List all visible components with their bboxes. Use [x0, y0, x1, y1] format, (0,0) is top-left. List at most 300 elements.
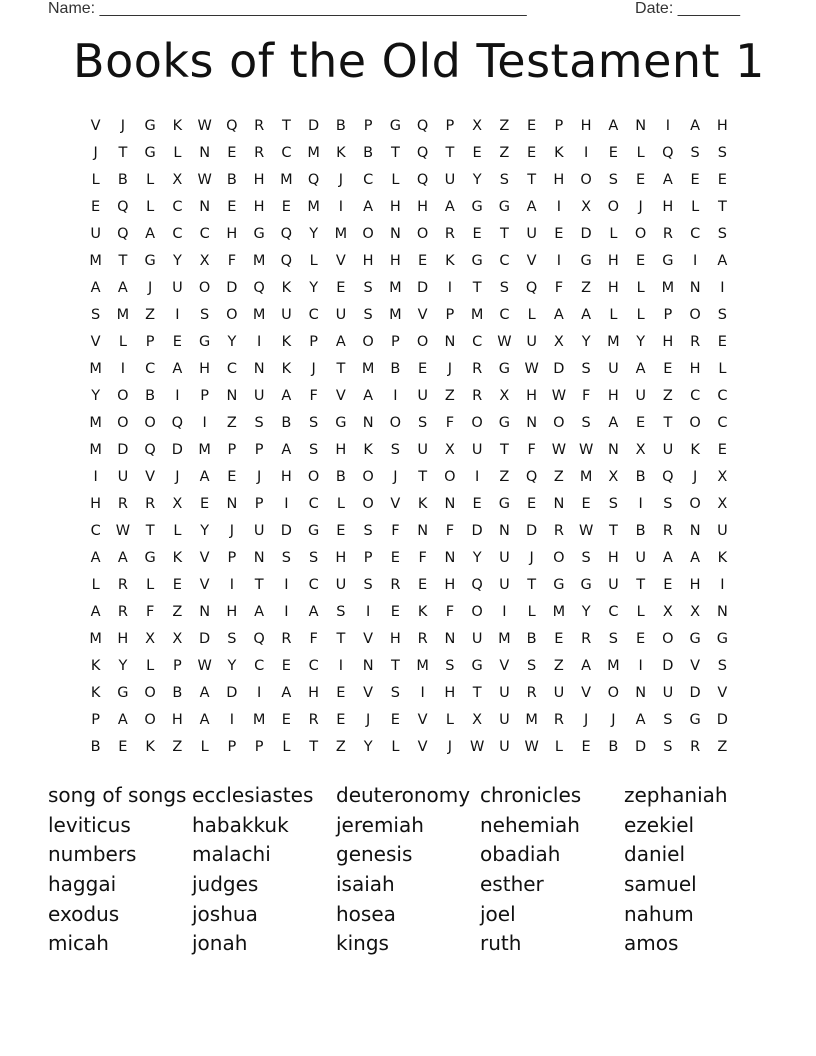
- grid-letter[interactable]: O: [389, 415, 402, 431]
- grid-letter[interactable]: E: [554, 631, 564, 647]
- grid-letter[interactable]: F: [554, 280, 564, 296]
- grid-letter[interactable]: B: [90, 739, 101, 755]
- grid-letter[interactable]: O: [689, 496, 701, 512]
- grid-letter[interactable]: Y: [172, 253, 182, 269]
- grid-letter[interactable]: E: [690, 172, 700, 188]
- grid-letter[interactable]: A: [717, 253, 728, 269]
- grid-letter[interactable]: S: [717, 145, 727, 161]
- grid-letter[interactable]: Y: [309, 226, 319, 242]
- grid-letter[interactable]: D: [526, 523, 538, 539]
- grid-letter[interactable]: I: [338, 199, 344, 215]
- grid-letter[interactable]: E: [418, 253, 428, 269]
- grid-letter[interactable]: J: [93, 145, 98, 161]
- grid-letter[interactable]: A: [635, 361, 646, 377]
- grid-letter[interactable]: E: [281, 712, 291, 728]
- grid-letter[interactable]: U: [526, 226, 537, 242]
- grid-letter[interactable]: B: [145, 388, 156, 404]
- grid-letter[interactable]: S: [418, 415, 428, 431]
- grid-letter[interactable]: G: [308, 523, 320, 539]
- grid-letter[interactable]: U: [499, 550, 510, 566]
- grid-letter[interactable]: S: [608, 496, 618, 512]
- grid-letter[interactable]: D: [171, 442, 183, 458]
- grid-letter[interactable]: L: [146, 172, 155, 188]
- grid-letter[interactable]: P: [91, 712, 100, 728]
- grid-letter[interactable]: S: [200, 307, 210, 323]
- grid-letter[interactable]: T: [254, 577, 264, 593]
- grid-letter[interactable]: L: [309, 253, 318, 269]
- grid-letter[interactable]: I: [638, 496, 643, 512]
- grid-letter[interactable]: T: [472, 280, 482, 296]
- grid-letter[interactable]: O: [662, 631, 674, 647]
- grid-letter[interactable]: I: [720, 280, 725, 296]
- grid-letter[interactable]: R: [581, 631, 592, 647]
- grid-letter[interactable]: O: [362, 226, 374, 242]
- grid-letter[interactable]: H: [662, 199, 674, 215]
- grid-letter[interactable]: U: [608, 361, 619, 377]
- grid-letter[interactable]: U: [471, 442, 483, 458]
- grid-letter[interactable]: O: [144, 685, 156, 701]
- grid-letter[interactable]: J: [338, 172, 344, 188]
- grid-letter[interactable]: S: [690, 145, 700, 161]
- grid-letter[interactable]: T: [418, 469, 428, 485]
- grid-letter[interactable]: L: [91, 172, 100, 188]
- grid-letter[interactable]: L: [146, 199, 155, 215]
- grid-letter[interactable]: S: [527, 658, 537, 674]
- grid-letter[interactable]: E: [527, 145, 537, 161]
- grid-letter[interactable]: V: [690, 658, 701, 674]
- grid-letter[interactable]: E: [336, 712, 346, 728]
- grid-letter[interactable]: K: [145, 739, 155, 755]
- grid-letter[interactable]: P: [145, 334, 155, 350]
- grid-letter[interactable]: B: [335, 469, 346, 485]
- grid-letter[interactable]: E: [717, 334, 727, 350]
- grid-letter[interactable]: E: [636, 415, 646, 431]
- grid-letter[interactable]: T: [281, 118, 291, 134]
- grid-letter[interactable]: S: [717, 658, 727, 674]
- grid-letter[interactable]: H: [716, 118, 728, 134]
- grid-letter[interactable]: R: [662, 523, 673, 539]
- grid-letter[interactable]: G: [144, 145, 156, 161]
- grid-letter[interactable]: R: [690, 334, 701, 350]
- grid-letter[interactable]: K: [90, 658, 101, 674]
- grid-letter[interactable]: O: [580, 172, 592, 188]
- grid-letter[interactable]: A: [690, 118, 701, 134]
- grid-letter[interactable]: W: [115, 523, 131, 539]
- grid-letter[interactable]: Z: [499, 118, 510, 134]
- grid-letter[interactable]: X: [444, 442, 455, 458]
- grid-letter[interactable]: V: [335, 388, 346, 404]
- grid-letter[interactable]: O: [444, 469, 456, 485]
- grid-letter[interactable]: Y: [227, 334, 237, 350]
- grid-letter[interactable]: L: [609, 307, 618, 323]
- grid-letter[interactable]: M: [470, 307, 484, 323]
- grid-letter[interactable]: Y: [200, 523, 210, 539]
- grid-letter[interactable]: C: [281, 145, 292, 161]
- grid-letter[interactable]: J: [175, 469, 180, 485]
- grid-letter[interactable]: D: [117, 442, 129, 458]
- grid-letter[interactable]: C: [308, 577, 319, 593]
- grid-letter[interactable]: D: [716, 712, 728, 728]
- grid-letter[interactable]: G: [498, 496, 510, 512]
- grid-letter[interactable]: E: [336, 685, 346, 701]
- grid-letter[interactable]: E: [636, 172, 646, 188]
- grid-letter[interactable]: L: [636, 280, 645, 296]
- grid-letter[interactable]: M: [607, 658, 620, 674]
- grid-letter[interactable]: N: [199, 199, 211, 215]
- grid-letter[interactable]: E: [663, 577, 673, 593]
- grid-letter[interactable]: T: [717, 199, 727, 215]
- grid-letter[interactable]: E: [608, 145, 618, 161]
- grid-letter[interactable]: D: [689, 685, 701, 701]
- grid-letter[interactable]: H: [607, 550, 619, 566]
- grid-letter[interactable]: J: [256, 469, 262, 485]
- grid-letter[interactable]: P: [254, 496, 264, 512]
- grid-letter[interactable]: E: [717, 172, 727, 188]
- grid-letter[interactable]: U: [553, 685, 565, 701]
- grid-letter[interactable]: Z: [499, 469, 510, 485]
- grid-letter[interactable]: A: [581, 658, 592, 674]
- grid-letter[interactable]: S: [363, 577, 373, 593]
- grid-letter[interactable]: S: [227, 631, 237, 647]
- grid-letter[interactable]: H: [444, 577, 456, 593]
- grid-letter[interactable]: V: [417, 739, 428, 755]
- grid-letter[interactable]: M: [525, 712, 538, 728]
- grid-letter[interactable]: H: [226, 226, 238, 242]
- grid-letter[interactable]: H: [553, 172, 565, 188]
- grid-letter[interactable]: M: [661, 280, 675, 296]
- grid-letter[interactable]: I: [720, 577, 725, 593]
- grid-letter[interactable]: I: [583, 145, 589, 161]
- grid-letter[interactable]: N: [689, 523, 701, 539]
- grid-letter[interactable]: W: [524, 361, 539, 377]
- grid-letter[interactable]: B: [117, 172, 128, 188]
- grid-letter[interactable]: X: [172, 172, 183, 188]
- grid-letter[interactable]: K: [90, 685, 101, 701]
- grid-letter[interactable]: T: [636, 577, 646, 593]
- grid-letter[interactable]: A: [335, 334, 346, 350]
- grid-letter[interactable]: Z: [145, 307, 156, 323]
- grid-letter[interactable]: R: [690, 739, 701, 755]
- grid-letter[interactable]: W: [197, 118, 212, 134]
- grid-letter[interactable]: L: [391, 739, 400, 755]
- grid-letter[interactable]: E: [91, 199, 101, 215]
- grid-letter[interactable]: U: [444, 172, 456, 188]
- grid-letter[interactable]: T: [145, 523, 155, 539]
- grid-letter[interactable]: E: [227, 199, 237, 215]
- grid-letter[interactable]: B: [635, 523, 646, 539]
- grid-letter[interactable]: J: [692, 469, 698, 485]
- grid-letter[interactable]: E: [663, 361, 673, 377]
- grid-letter[interactable]: Y: [472, 550, 482, 566]
- grid-letter[interactable]: C: [499, 307, 510, 323]
- grid-letter[interactable]: A: [363, 199, 374, 215]
- grid-letter[interactable]: I: [229, 712, 235, 728]
- grid-letter[interactable]: D: [280, 523, 292, 539]
- grid-letter[interactable]: V: [363, 631, 374, 647]
- grid-letter[interactable]: A: [581, 307, 592, 323]
- grid-letter[interactable]: C: [145, 361, 156, 377]
- grid-letter[interactable]: J: [120, 118, 126, 134]
- grid-letter[interactable]: D: [308, 118, 320, 134]
- grid-letter[interactable]: V: [363, 685, 374, 701]
- grid-letter[interactable]: L: [636, 145, 645, 161]
- grid-letter[interactable]: A: [444, 199, 455, 215]
- grid-letter[interactable]: H: [90, 496, 102, 512]
- grid-letter[interactable]: S: [663, 712, 673, 728]
- grid-letter[interactable]: S: [281, 550, 291, 566]
- grid-letter[interactable]: L: [527, 604, 536, 620]
- grid-letter[interactable]: K: [363, 442, 373, 458]
- grid-letter[interactable]: A: [90, 550, 101, 566]
- grid-letter[interactable]: R: [526, 685, 537, 701]
- grid-letter[interactable]: O: [226, 307, 238, 323]
- grid-letter[interactable]: R: [117, 604, 128, 620]
- grid-letter[interactable]: P: [445, 118, 455, 134]
- grid-letter[interactable]: R: [254, 145, 265, 161]
- grid-letter[interactable]: L: [336, 496, 345, 512]
- grid-letter[interactable]: X: [199, 253, 210, 269]
- grid-letter[interactable]: Y: [309, 280, 319, 296]
- grid-letter[interactable]: P: [363, 550, 373, 566]
- grid-letter[interactable]: T: [445, 145, 455, 161]
- grid-letter[interactable]: H: [417, 199, 429, 215]
- grid-letter[interactable]: S: [581, 550, 591, 566]
- grid-letter[interactable]: S: [499, 172, 509, 188]
- grid-letter[interactable]: U: [417, 388, 428, 404]
- grid-letter[interactable]: D: [580, 226, 592, 242]
- grid-letter[interactable]: G: [498, 415, 510, 431]
- grid-letter[interactable]: H: [689, 577, 701, 593]
- grid-letter[interactable]: H: [662, 334, 674, 350]
- grid-letter[interactable]: Y: [227, 658, 237, 674]
- grid-letter[interactable]: U: [635, 550, 646, 566]
- grid-letter[interactable]: H: [580, 118, 592, 134]
- grid-letter[interactable]: M: [389, 307, 402, 323]
- grid-letter[interactable]: Q: [525, 280, 538, 296]
- grid-letter[interactable]: O: [362, 496, 374, 512]
- grid-letter[interactable]: V: [390, 496, 401, 512]
- grid-letter[interactable]: O: [117, 415, 129, 431]
- grid-letter[interactable]: E: [472, 145, 482, 161]
- grid-letter[interactable]: Z: [662, 388, 673, 404]
- grid-letter[interactable]: B: [226, 172, 237, 188]
- grid-letter[interactable]: K: [445, 253, 455, 269]
- grid-letter[interactable]: O: [634, 226, 647, 242]
- grid-letter[interactable]: A: [281, 388, 292, 404]
- grid-letter[interactable]: K: [281, 361, 292, 377]
- grid-letter[interactable]: H: [253, 172, 265, 188]
- grid-letter[interactable]: E: [390, 712, 400, 728]
- grid-letter[interactable]: C: [499, 253, 510, 269]
- grid-letter[interactable]: C: [608, 604, 619, 620]
- grid-letter[interactable]: P: [663, 307, 673, 323]
- grid-letter[interactable]: H: [253, 199, 265, 215]
- grid-letter[interactable]: E: [527, 118, 537, 134]
- grid-letter[interactable]: N: [716, 604, 728, 620]
- grid-letter[interactable]: E: [418, 577, 428, 593]
- grid-letter[interactable]: Q: [280, 253, 293, 269]
- grid-letter[interactable]: M: [579, 469, 593, 485]
- grid-letter[interactable]: N: [362, 658, 374, 674]
- grid-letter[interactable]: C: [717, 388, 728, 404]
- grid-letter[interactable]: Q: [280, 226, 293, 242]
- grid-letter[interactable]: X: [635, 442, 646, 458]
- grid-letter[interactable]: R: [472, 361, 483, 377]
- grid-letter[interactable]: G: [553, 577, 565, 593]
- grid-letter[interactable]: A: [117, 712, 128, 728]
- grid-letter[interactable]: R: [553, 712, 564, 728]
- grid-letter[interactable]: S: [363, 307, 373, 323]
- grid-letter[interactable]: E: [390, 604, 400, 620]
- grid-letter[interactable]: E: [390, 550, 400, 566]
- grid-letter[interactable]: U: [117, 469, 129, 485]
- grid-letter[interactable]: V: [199, 550, 210, 566]
- grid-letter[interactable]: S: [663, 739, 673, 755]
- grid-letter[interactable]: A: [690, 550, 701, 566]
- grid-letter[interactable]: E: [118, 739, 128, 755]
- grid-letter[interactable]: Z: [717, 739, 728, 755]
- grid-letter[interactable]: F: [391, 523, 400, 539]
- grid-letter[interactable]: K: [717, 550, 728, 566]
- grid-letter[interactable]: T: [527, 172, 537, 188]
- grid-letter[interactable]: M: [89, 253, 102, 269]
- grid-letter[interactable]: A: [308, 604, 319, 620]
- grid-letter[interactable]: A: [199, 712, 210, 728]
- grid-letter[interactable]: B: [335, 118, 346, 134]
- grid-letter[interactable]: M: [416, 658, 429, 674]
- grid-letter[interactable]: R: [117, 577, 128, 593]
- grid-letter[interactable]: K: [554, 145, 564, 161]
- grid-letter[interactable]: M: [116, 307, 130, 323]
- grid-letter[interactable]: R: [308, 712, 319, 728]
- grid-letter[interactable]: N: [253, 550, 265, 566]
- grid-letter[interactable]: H: [171, 712, 183, 728]
- grid-letter[interactable]: A: [363, 388, 374, 404]
- grid-letter[interactable]: J: [447, 739, 453, 755]
- grid-letter[interactable]: Y: [118, 658, 128, 674]
- grid-letter[interactable]: I: [692, 253, 698, 269]
- grid-letter[interactable]: T: [390, 658, 400, 674]
- grid-letter[interactable]: E: [172, 334, 182, 350]
- grid-letter[interactable]: V: [499, 658, 510, 674]
- grid-letter[interactable]: S: [309, 442, 319, 458]
- grid-letter[interactable]: T: [527, 577, 537, 593]
- grid-letter[interactable]: I: [638, 658, 643, 674]
- grid-letter[interactable]: L: [609, 226, 618, 242]
- grid-letter[interactable]: P: [227, 739, 237, 755]
- grid-letter[interactable]: G: [144, 550, 156, 566]
- grid-letter[interactable]: N: [226, 496, 238, 512]
- grid-letter[interactable]: R: [145, 496, 156, 512]
- grid-letter[interactable]: G: [498, 199, 510, 215]
- grid-letter[interactable]: E: [227, 145, 237, 161]
- grid-letter[interactable]: P: [554, 118, 564, 134]
- grid-letter[interactable]: Y: [636, 334, 646, 350]
- grid-letter[interactable]: J: [638, 199, 643, 215]
- grid-letter[interactable]: H: [607, 280, 619, 296]
- grid-letter[interactable]: O: [416, 226, 429, 242]
- grid-letter[interactable]: Q: [117, 226, 129, 242]
- grid-letter[interactable]: G: [389, 118, 401, 134]
- grid-letter[interactable]: T: [499, 226, 509, 242]
- grid-letter[interactable]: L: [554, 739, 563, 755]
- grid-letter[interactable]: F: [445, 604, 455, 620]
- grid-letter[interactable]: X: [472, 712, 483, 728]
- grid-letter[interactable]: G: [689, 631, 701, 647]
- grid-letter[interactable]: Q: [525, 469, 538, 485]
- grid-letter[interactable]: L: [282, 739, 291, 755]
- grid-letter[interactable]: P: [227, 442, 237, 458]
- grid-letter[interactable]: S: [717, 307, 727, 323]
- grid-letter[interactable]: Z: [581, 280, 592, 296]
- grid-letter[interactable]: S: [581, 361, 591, 377]
- grid-letter[interactable]: A: [608, 118, 619, 134]
- grid-letter[interactable]: A: [281, 442, 292, 458]
- grid-letter[interactable]: O: [553, 550, 565, 566]
- grid-letter[interactable]: W: [197, 172, 212, 188]
- grid-letter[interactable]: U: [662, 685, 674, 701]
- grid-letter[interactable]: X: [581, 199, 592, 215]
- grid-letter[interactable]: K: [690, 442, 700, 458]
- grid-letter[interactable]: D: [226, 685, 238, 701]
- grid-letter[interactable]: R: [254, 118, 265, 134]
- grid-letter[interactable]: O: [117, 388, 129, 404]
- grid-letter[interactable]: N: [226, 388, 238, 404]
- grid-letter[interactable]: J: [393, 469, 398, 485]
- grid-letter[interactable]: U: [526, 334, 537, 350]
- grid-letter[interactable]: H: [280, 469, 292, 485]
- grid-letter[interactable]: J: [529, 550, 534, 566]
- grid-letter[interactable]: A: [662, 550, 673, 566]
- grid-letter[interactable]: U: [172, 280, 183, 296]
- grid-letter[interactable]: F: [527, 442, 536, 458]
- grid-letter[interactable]: S: [363, 280, 373, 296]
- grid-letter[interactable]: E: [227, 469, 237, 485]
- grid-letter[interactable]: U: [253, 388, 265, 404]
- grid-letter[interactable]: M: [607, 334, 620, 350]
- grid-letter[interactable]: N: [253, 361, 265, 377]
- grid-letter[interactable]: W: [551, 442, 567, 458]
- grid-letter[interactable]: J: [447, 361, 453, 377]
- grid-letter[interactable]: J: [611, 712, 616, 728]
- grid-letter[interactable]: J: [311, 361, 316, 377]
- grid-letter[interactable]: Q: [416, 118, 429, 134]
- grid-letter[interactable]: M: [89, 415, 102, 431]
- grid-letter[interactable]: H: [607, 388, 619, 404]
- grid-letter[interactable]: D: [553, 361, 565, 377]
- grid-letter[interactable]: S: [363, 523, 373, 539]
- grid-letter[interactable]: W: [578, 523, 594, 539]
- grid-letter[interactable]: N: [498, 523, 510, 539]
- grid-letter[interactable]: G: [471, 199, 483, 215]
- grid-letter[interactable]: X: [608, 469, 619, 485]
- grid-letter[interactable]: O: [607, 199, 620, 215]
- grid-letter[interactable]: U: [635, 388, 646, 404]
- grid-letter[interactable]: E: [472, 496, 482, 512]
- grid-letter[interactable]: U: [471, 631, 483, 647]
- grid-letter[interactable]: I: [365, 604, 371, 620]
- grid-letter[interactable]: U: [417, 442, 428, 458]
- grid-letter[interactable]: A: [281, 685, 292, 701]
- grid-letter[interactable]: O: [307, 469, 320, 485]
- grid-letter[interactable]: F: [581, 388, 591, 404]
- grid-letter[interactable]: D: [199, 631, 211, 647]
- grid-letter[interactable]: U: [499, 712, 510, 728]
- grid-letter[interactable]: L: [691, 199, 700, 215]
- grid-letter[interactable]: H: [199, 361, 211, 377]
- grid-letter[interactable]: I: [556, 199, 562, 215]
- grid-letter[interactable]: B: [363, 145, 374, 161]
